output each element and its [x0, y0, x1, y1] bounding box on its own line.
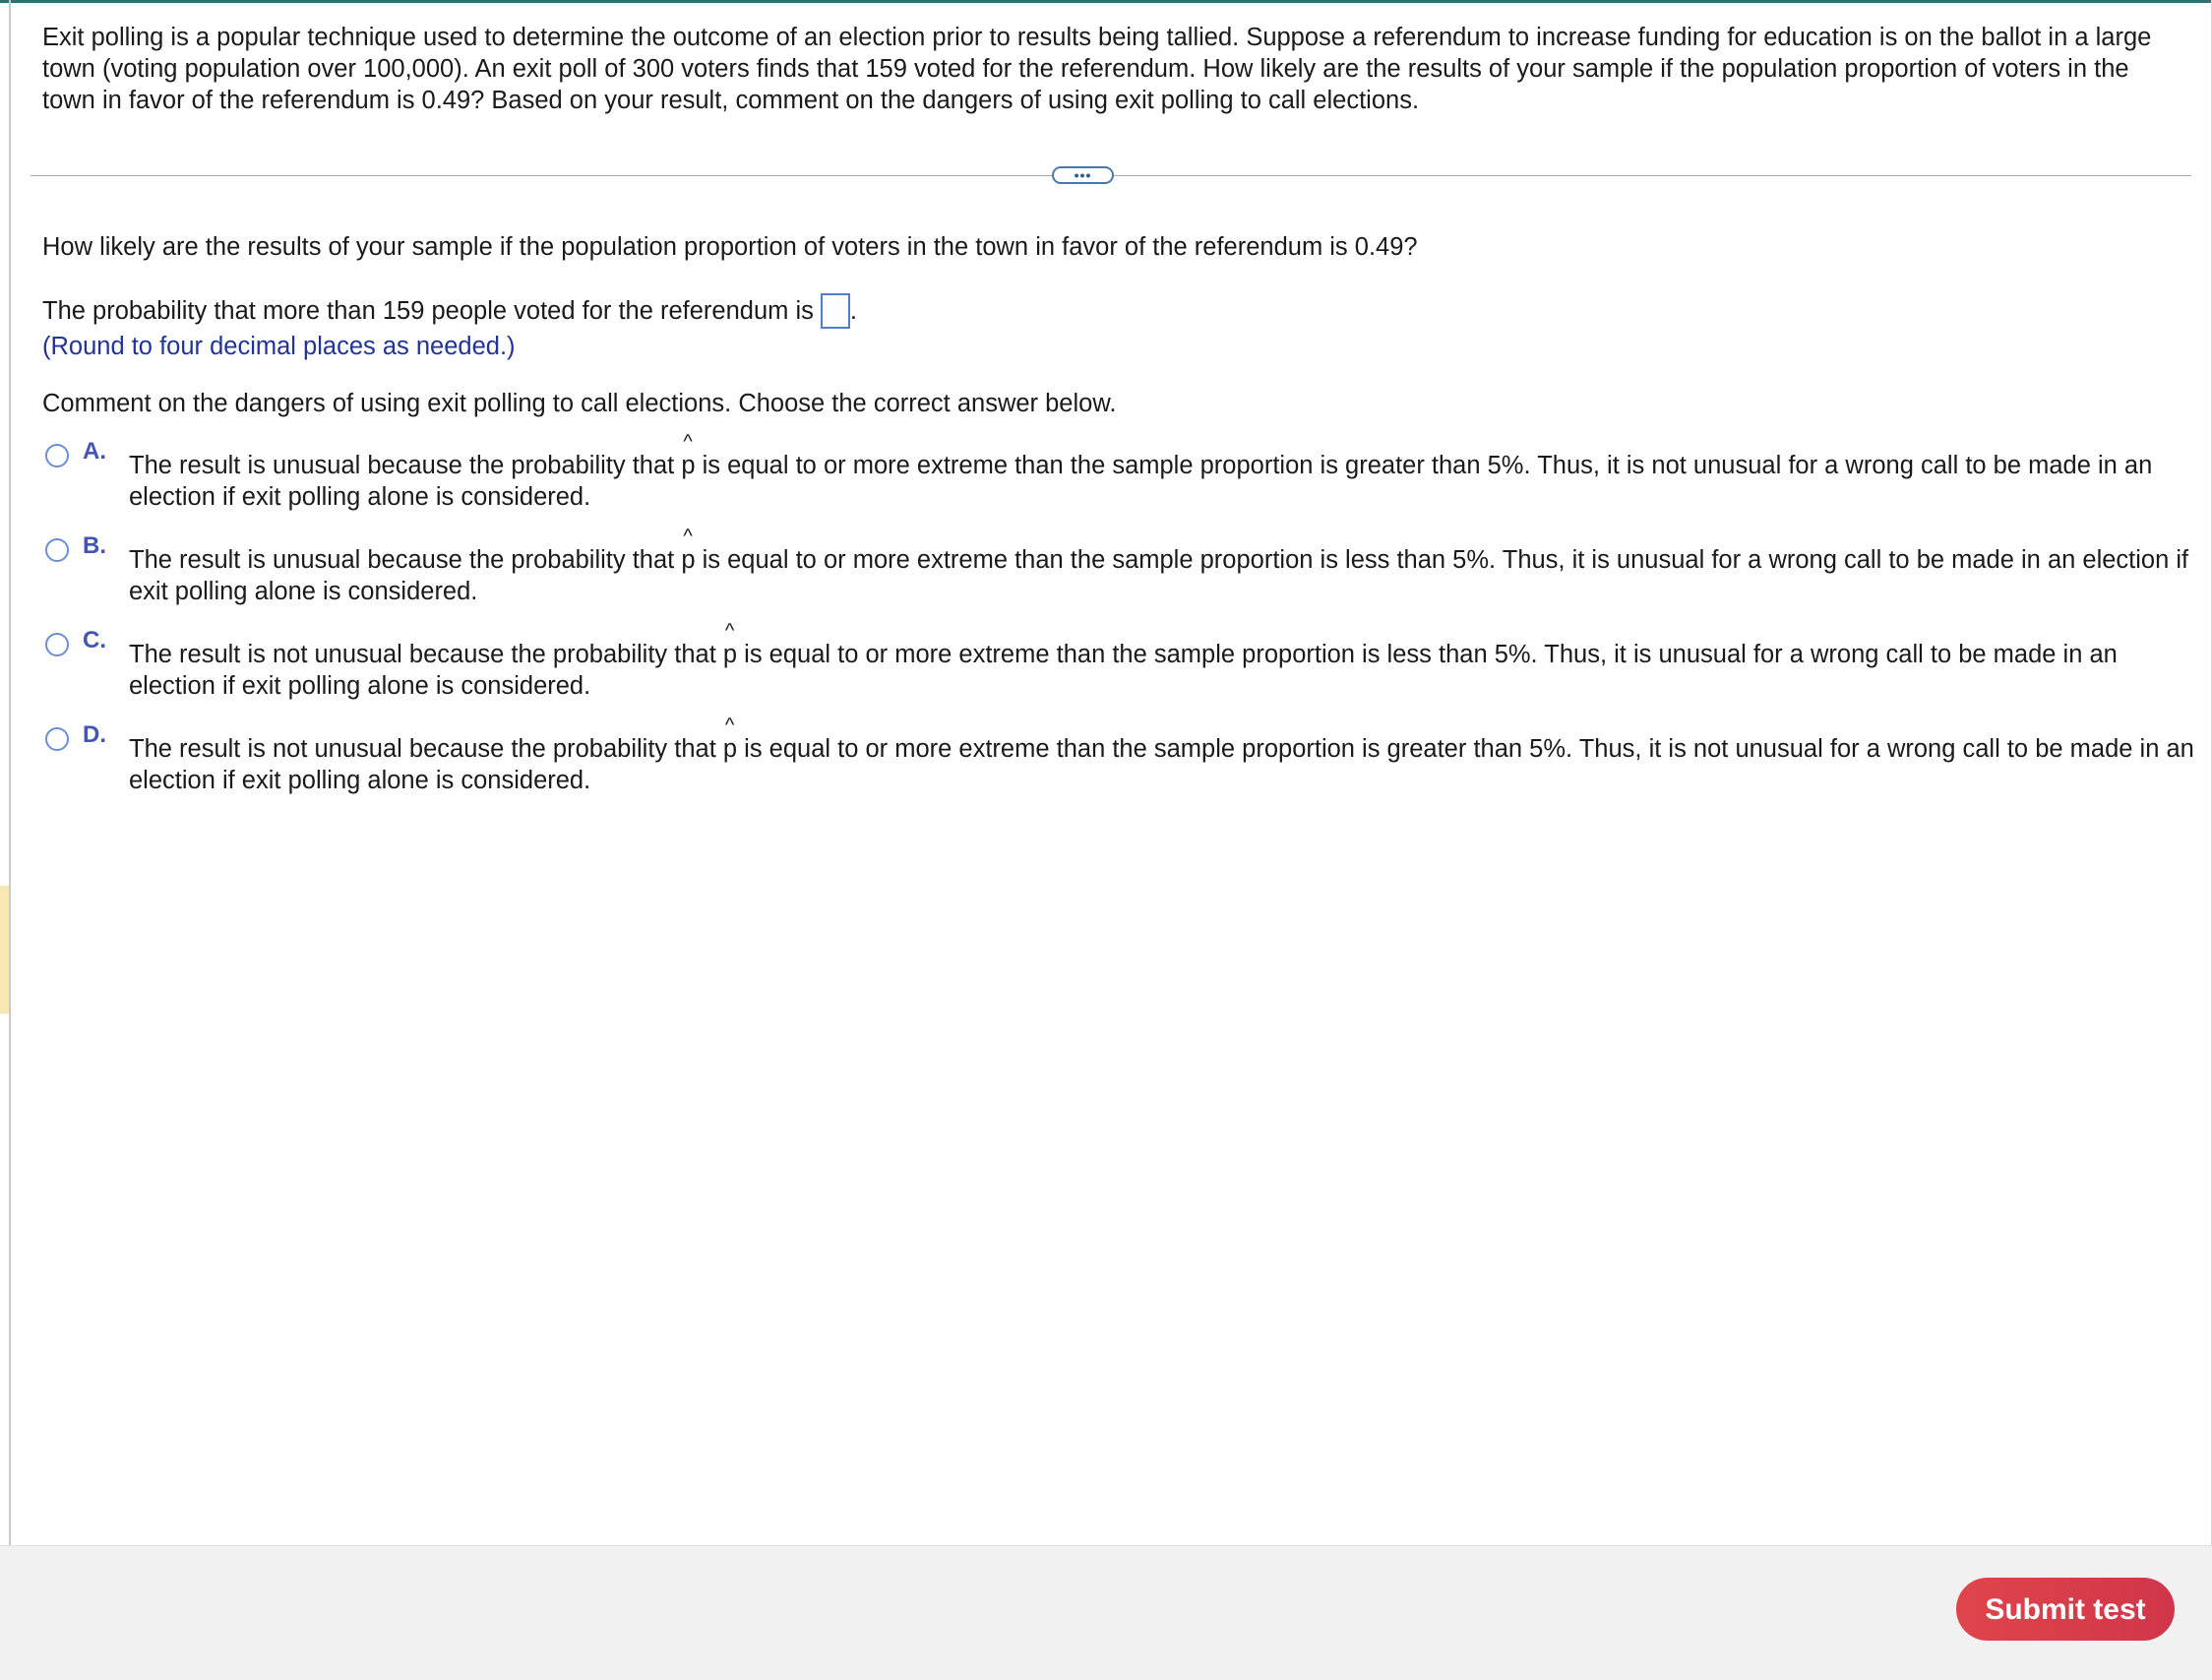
option-b-letter: B.	[83, 532, 106, 559]
probability-line	[42, 293, 857, 329]
option-d-letter: D.	[83, 721, 106, 748]
option-c-text-end: is equal to or more extreme than the sample proportion is less than 5%. Thus, it is unusual for a wrong call to be made in an election if exit polling alone is considered.	[129, 641, 2118, 700]
probability-suffix: .	[849, 297, 857, 325]
option-d-radio[interactable]	[45, 727, 69, 751]
top-accent-bar	[0, 0, 2212, 3]
footer-bar	[0, 1545, 2212, 1680]
option-a-radio[interactable]	[45, 444, 69, 467]
option-a-text-start: The result is unusual because the probability that	[129, 452, 682, 479]
option-b-text-end: is equal to or more extreme than the sample proportion is less than 5%. Thus, it is unusual for a wrong call to be made in an election if exit polling alone is considered.	[129, 546, 2189, 605]
option-d-text-end: is equal to or more extreme than the sample proportion is greater than 5%. Thus, it is not unusual for a wrong call to be made in an election if exit polling alone is considered.	[129, 735, 2194, 794]
p-hat-symbol: ^ p	[723, 639, 737, 670]
option-a-letter: A.	[83, 438, 106, 465]
left-highlight-marker	[0, 886, 9, 1014]
part2-prompt: Comment on the dangers of using exit polling to call elections. Choose the correct answer below.	[42, 390, 1117, 417]
option-c-text-start: The result is not unusual because the probability that	[129, 641, 723, 668]
rounding-note: (Round to four decimal places as needed.)	[42, 333, 516, 360]
option-c-letter: C.	[83, 627, 106, 653]
option-b-text-start: The result is unusual because the probability that	[129, 546, 682, 574]
option-c-radio[interactable]	[45, 633, 69, 656]
left-border	[9, 0, 11, 1545]
option-a-text	[129, 450, 2205, 513]
option-b-text	[129, 544, 2205, 607]
question-intro: Exit polling is a popular technique used to determine the outcome of an election prior to results being tallied. Suppose a referendum to increase funding for education is on the ballot in a large town (voting population over 100,000). An exit poll of 300 voters finds that 159 voted for the referendum. How likely are the results of your sample if the population proportion of voters in the town in favor of the referendum is 0.49? Based on your result, comment on the dangers of using exit polling to call elections.	[42, 24, 2152, 114]
p-hat-symbol: ^ p	[681, 544, 695, 576]
probability-text: The probability that more than 159 people voted for the referendum is	[42, 297, 814, 325]
option-c-text	[129, 639, 2205, 702]
part1-heading: How likely are the results of your sample if the population proportion of voters in the town in favor of the referendum is 0.49?	[42, 233, 1418, 261]
p-hat-symbol: ^ p	[723, 733, 737, 765]
option-a-text-end: is equal to or more extreme than the sample proportion is greater than 5%. Thus, it is not unusual for a wrong call to be made in an election if exit polling alone is considered.	[129, 452, 2153, 511]
option-b-radio[interactable]	[45, 538, 69, 562]
expand-more-button[interactable]: •••	[1052, 166, 1114, 184]
probability-answer-input[interactable]	[821, 293, 850, 329]
option-d-text	[129, 733, 2205, 796]
submit-test-button[interactable]: Submit test	[1956, 1578, 2175, 1641]
p-hat-symbol: ^ p	[681, 450, 695, 481]
option-d-text-start: The result is not unusual because the probability that	[129, 735, 723, 763]
